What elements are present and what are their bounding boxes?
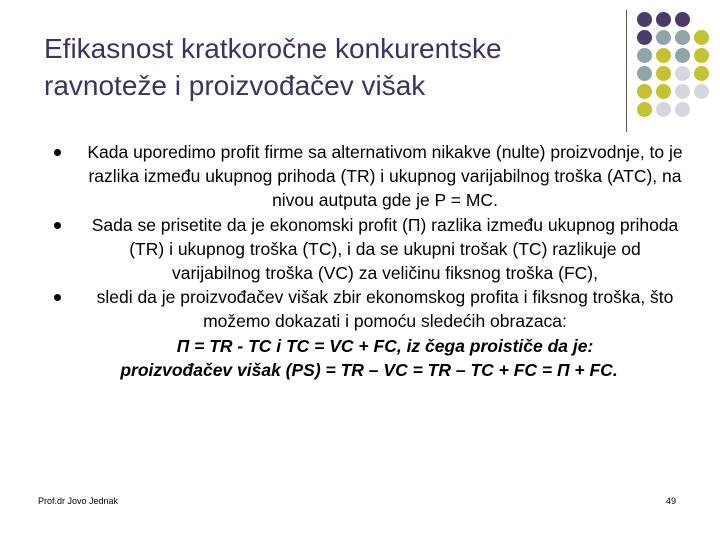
decor-dot	[656, 48, 671, 63]
decor-dot	[675, 12, 690, 27]
bullet-dot-icon	[54, 149, 61, 156]
bullet-text: sledi da je proizvođačev višak zbir ekonomskog profita i fiksnog troška, što možemo dokazati i pomoću sledećih obrazaca:	[96, 287, 674, 332]
decor-dot	[694, 66, 709, 81]
decor-dot	[637, 84, 652, 99]
bullet-item	[54, 140, 684, 213]
decor-dot	[656, 30, 671, 45]
slide-body	[54, 140, 684, 382]
decor-dot	[656, 84, 671, 99]
decor-dot	[656, 102, 671, 117]
decor-dot	[637, 48, 652, 63]
footer-author: Prof.dr Jovo Jednak	[38, 496, 119, 506]
decor-dot	[675, 66, 690, 81]
decor-dot	[675, 30, 690, 45]
formula-line-2: proizvođačev višak (PS) = TR – VC = TR – TC + FC = Π + FC.	[120, 359, 618, 380]
slide-title	[44, 30, 604, 104]
bullet-item	[54, 213, 684, 286]
decorative-divider	[626, 10, 627, 132]
decor-dot	[637, 102, 652, 117]
bullet-text: Kada uporedimo profit firme sa alternativom nikakve (nulte) proizvodnje, to je razlika između ukupnog prihoda (TR) i ukupnog varijabilnog troška (ATC), na nivou autputa gde je P = MC.	[87, 142, 683, 211]
decor-dot	[694, 48, 709, 63]
decor-dot	[637, 66, 652, 81]
decor-dot	[656, 66, 671, 81]
decor-dot	[675, 84, 690, 99]
slide-title-line-2: ravnoteže i proizvođačev višak	[44, 70, 426, 101]
decor-dot	[675, 48, 690, 63]
bullet-item	[54, 285, 684, 333]
bullet-text: Sada se prisetite da je ekonomski profit (Π) razlika između ukupnog prihoda (TR) i ukupnog troška (TC), i da se ukupni trošak (TC) razlikuje od varijabilnog troška (VC) za veličinu fiksnog troška (FC),	[91, 214, 679, 284]
formula-line-1: Π = TR - TC i TC = VC + FC, iz čega proističe da je:	[176, 335, 594, 356]
page-number: 49	[665, 496, 676, 506]
bullet-dot-icon	[54, 222, 61, 229]
decor-dot	[675, 102, 690, 117]
bullet-dot-icon	[54, 294, 61, 301]
slide-title-line-1: Efikasnost kratkoročne konkurentske	[44, 33, 502, 64]
decor-dot	[694, 84, 709, 99]
decor-dot	[637, 12, 652, 27]
decor-dot	[656, 12, 671, 27]
decor-dot	[694, 30, 709, 45]
decor-dot	[637, 30, 652, 45]
